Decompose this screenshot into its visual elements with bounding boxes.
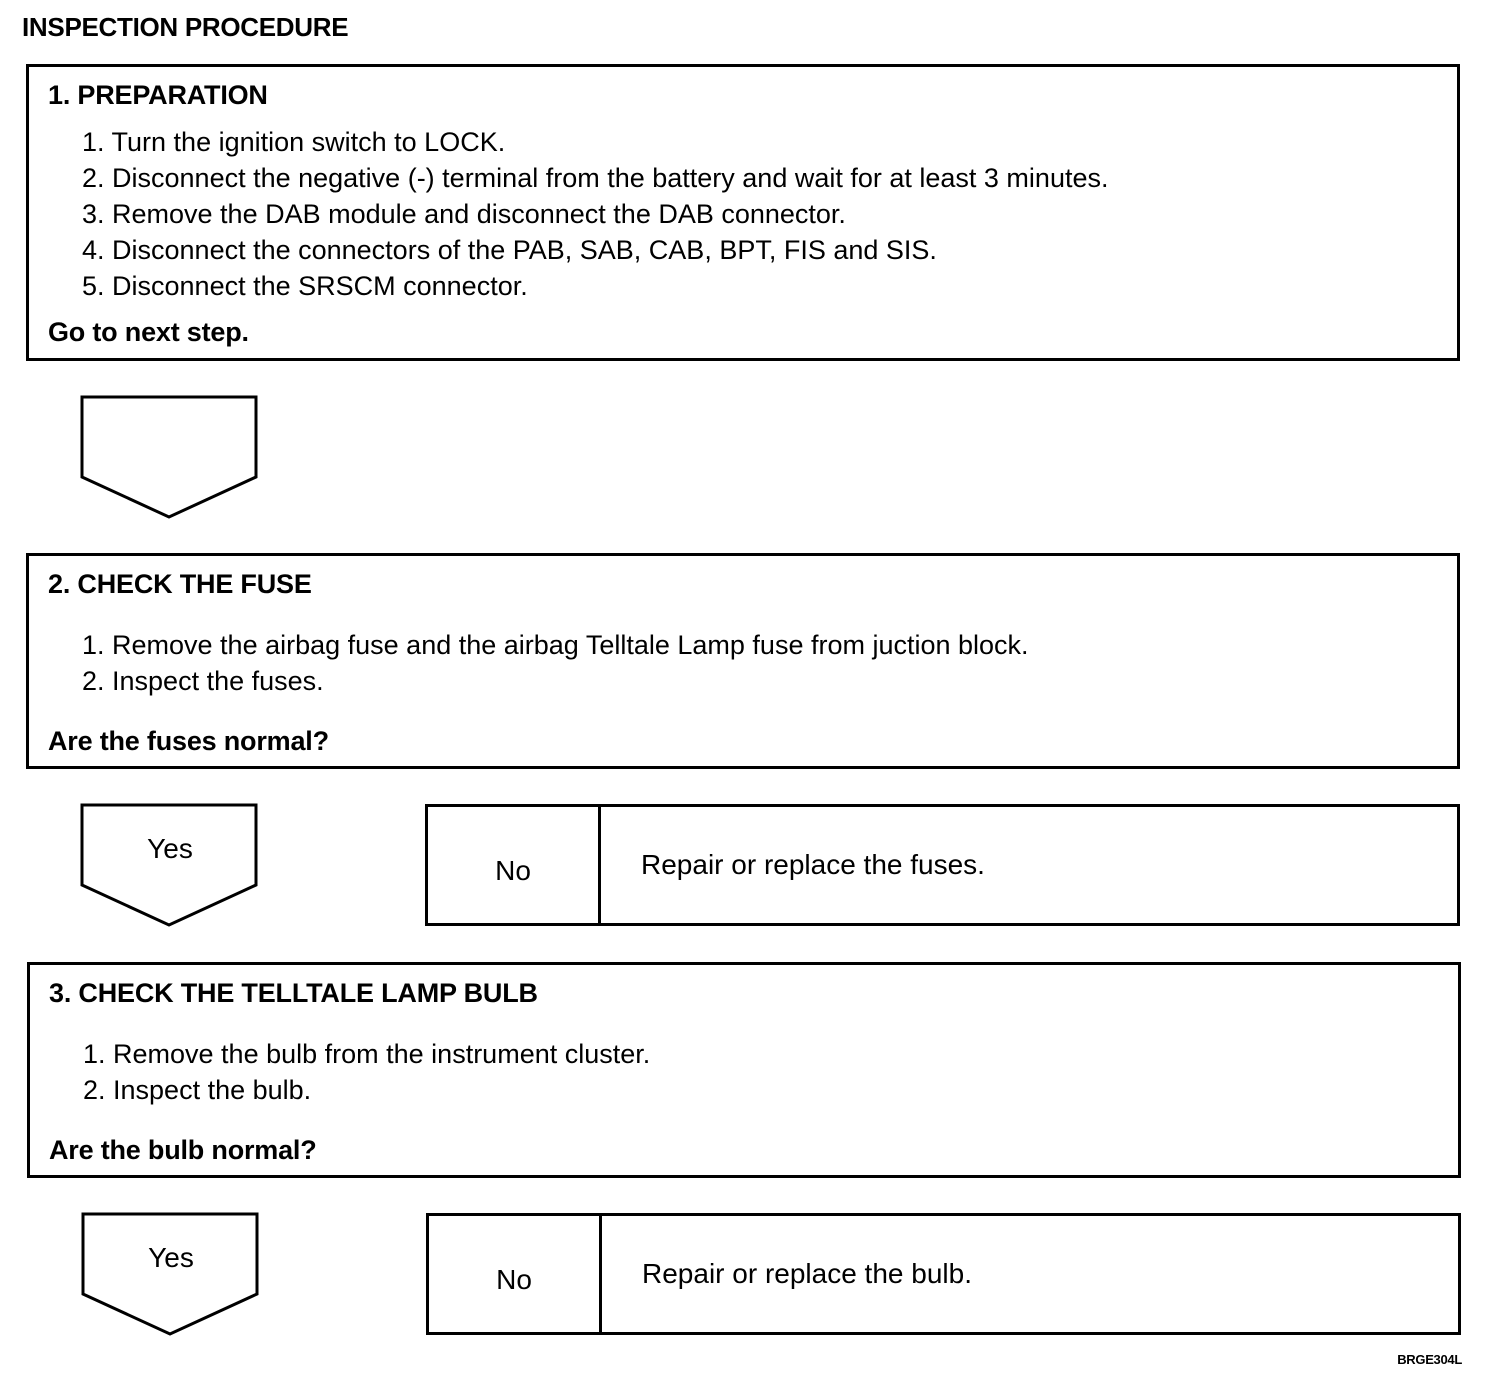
step-2-item-2: 2. Inspect the fuses. (82, 666, 324, 696)
step-2-no-action: Repair or replace the fuses. (641, 849, 985, 880)
step-2-no-box (425, 804, 1460, 926)
step-3-yes-arrow (81, 1212, 261, 1338)
step-2-no-text: No (495, 855, 531, 886)
step-1-item-1: 1. Turn the ignition switch to LOCK. (82, 127, 506, 157)
next-step-arrow (80, 395, 260, 521)
step-1-footer: Go to next step. (48, 317, 249, 347)
step-2-list (82, 627, 1029, 699)
step-3-no-label (429, 1216, 602, 1332)
step-2-item-1: 1. Remove the airbag fuse and the airbag Telltale Lamp fuse from juction block. (82, 630, 1029, 660)
step-3-title: 3. CHECK THE TELLTALE LAMP BULB (49, 978, 538, 1008)
step-2-yes-arrow (80, 803, 260, 929)
step-3-item-1: 1. Remove the bulb from the instrument cluster. (83, 1039, 651, 1069)
step-1-item-5: 5. Disconnect the SRSCM connector. (82, 271, 528, 301)
step-1-title: 1. PREPARATION (48, 80, 268, 110)
step-3-list (83, 1036, 650, 1108)
step-3-yes-label: Yes (148, 1242, 194, 1273)
step-2-box (26, 553, 1460, 769)
page-title: INSPECTION PROCEDURE (22, 12, 349, 42)
step-2-question: Are the fuses normal? (48, 726, 329, 756)
down-arrow-icon (80, 395, 260, 521)
step-1-box (26, 64, 1460, 361)
step-2-no-label (428, 807, 601, 923)
down-arrow-icon (81, 1212, 261, 1338)
step-2-title: 2. CHECK THE FUSE (48, 569, 312, 599)
figure-code: BRGE304L (1397, 1352, 1462, 1367)
step-3-box (27, 962, 1461, 1178)
step-2-yes-label: Yes (147, 833, 193, 864)
down-arrow-icon (80, 803, 260, 929)
step-1-item-2: 2. Disconnect the negative (-) terminal from the battery and wait for at least 3 minutes. (82, 163, 1109, 193)
step-3-item-2: 2. Inspect the bulb. (83, 1075, 312, 1105)
step-1-item-3: 3. Remove the DAB module and disconnect the DAB connector. (82, 199, 846, 229)
step-1-list (82, 124, 1108, 304)
step-3-no-action: Repair or replace the bulb. (642, 1258, 972, 1289)
step-1-item-4: 4. Disconnect the connectors of the PAB, SAB, CAB, BPT, FIS and SIS. (82, 235, 937, 265)
step-3-no-box (426, 1213, 1461, 1335)
step-3-no-text: No (496, 1264, 532, 1295)
step-3-question: Are the bulb normal? (49, 1135, 317, 1165)
